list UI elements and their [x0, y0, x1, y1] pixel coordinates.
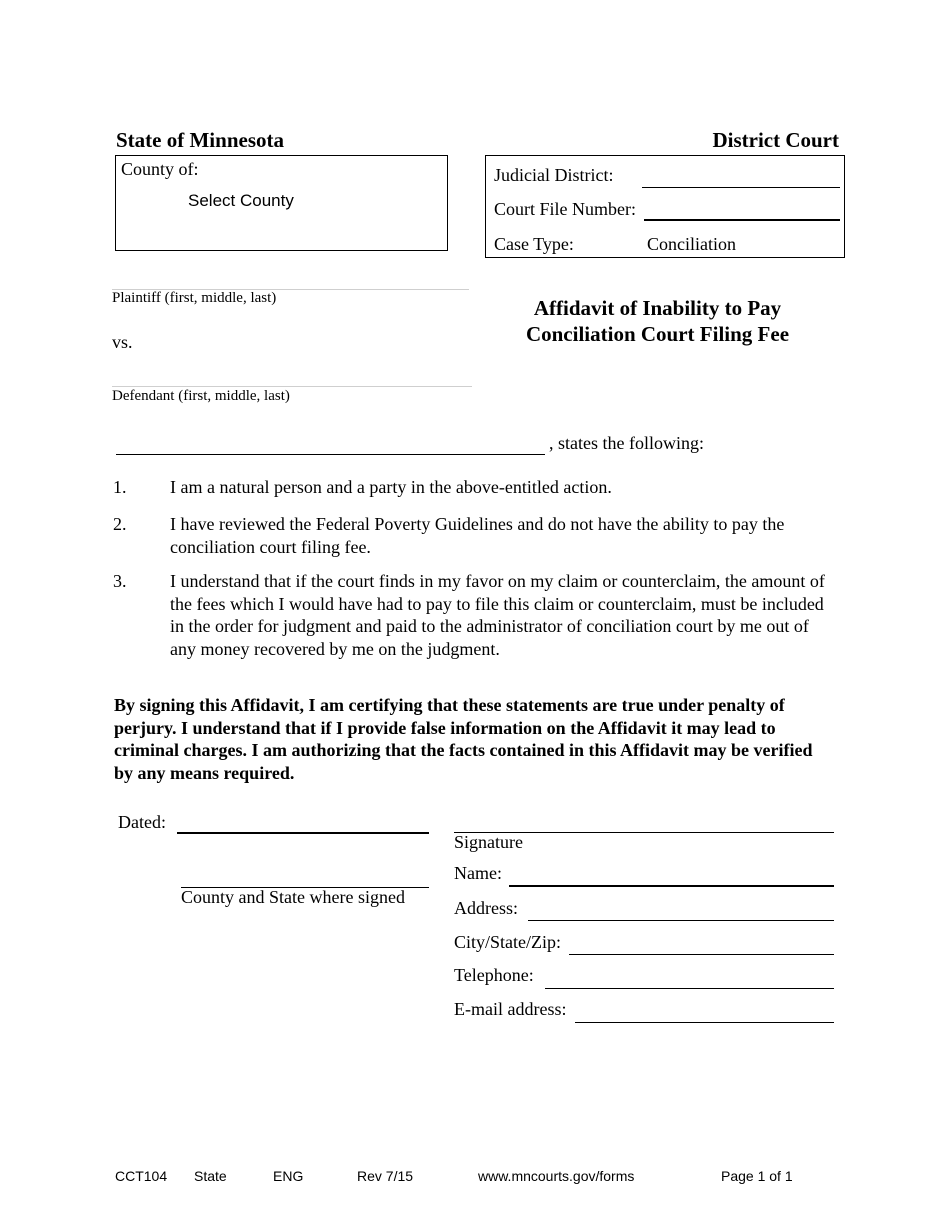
county-label: County of: — [121, 159, 199, 179]
judicial-district-label: Judicial District: — [494, 165, 614, 185]
address-label: Address: — [454, 898, 518, 918]
statement-3-number: 3. — [113, 571, 127, 591]
footer-form-id: CCT104 — [115, 1168, 168, 1184]
statement-2-number: 2. — [113, 514, 127, 534]
footer-jurisdiction: State — [194, 1168, 227, 1184]
telephone-field[interactable] — [545, 988, 834, 989]
case-info-box — [485, 155, 845, 258]
vs-text: vs. — [112, 332, 133, 352]
title-line-2: Conciliation Court Filing Fee — [525, 322, 790, 346]
case-type-value: Conciliation — [647, 234, 736, 254]
statement-3-text: I understand that if the court finds in my favor on my claim or counterclaim, the amount of the fees which I would have had to pay to file this claim or counterclaim, must be included in the order for judgment and paid to the administrator of conciliation court by me out of any money recovered by me on the judgment. — [170, 571, 825, 659]
statement-1-text: I am a natural person and a party in the above-entitled action. — [170, 477, 612, 497]
defendant-field[interactable] — [112, 386, 472, 387]
court-file-number-field[interactable] — [644, 219, 840, 221]
signature-label: Signature — [454, 832, 523, 852]
state-heading: State of Minnesota — [116, 128, 284, 152]
name-label: Name: — [454, 863, 502, 883]
county-select[interactable]: Select County — [188, 191, 294, 210]
telephone-label: Telephone: — [454, 965, 534, 985]
dated-label: Dated: — [118, 812, 166, 832]
footer-language: ENG — [273, 1168, 304, 1184]
address-field[interactable] — [528, 920, 834, 921]
email-field[interactable] — [575, 1022, 834, 1023]
court-file-number-label: Court File Number: — [494, 199, 636, 219]
city-state-zip-label: City/State/Zip: — [454, 932, 561, 952]
document-title — [470, 295, 845, 347]
case-type-label: Case Type: — [494, 234, 574, 254]
statement-2-text: I have reviewed the Federal Poverty Guidelines and do not have the ability to pay the conciliation court filing fee. — [170, 514, 785, 557]
footer-url[interactable]: www.mncourts.gov/forms — [478, 1168, 635, 1184]
affiant-name-field[interactable] — [116, 454, 545, 455]
email-label: E-mail address: — [454, 999, 567, 1019]
name-field[interactable] — [509, 885, 834, 887]
defendant-label: Defendant (first, middle, last) — [112, 388, 290, 404]
county-box — [115, 155, 448, 251]
dated-field[interactable] — [177, 832, 429, 834]
judicial-district-field[interactable] — [642, 187, 840, 188]
states-following-text: , states the following: — [549, 433, 704, 453]
court-heading: District Court — [712, 128, 839, 152]
footer-revision: Rev 7/15 — [357, 1168, 414, 1184]
statement-1-number: 1. — [113, 477, 127, 497]
plaintiff-label: Plaintiff (first, middle, last) — [112, 290, 277, 306]
city-state-zip-field[interactable] — [569, 954, 834, 955]
footer-page: Page 1 of 1 — [721, 1168, 793, 1184]
title-line-1: Affidavit of Inability to Pay — [533, 296, 782, 320]
county-state-label: County and State where signed — [181, 887, 405, 907]
certification-text: By signing this Affidavit, I am certifying that these statements are true under penalty of perjury. I understand that if I provide false information on the Affidavit it may lead to criminal charges. I am authorizing that the facts contained in this Affidavit may be verified by any means required. — [114, 695, 813, 783]
